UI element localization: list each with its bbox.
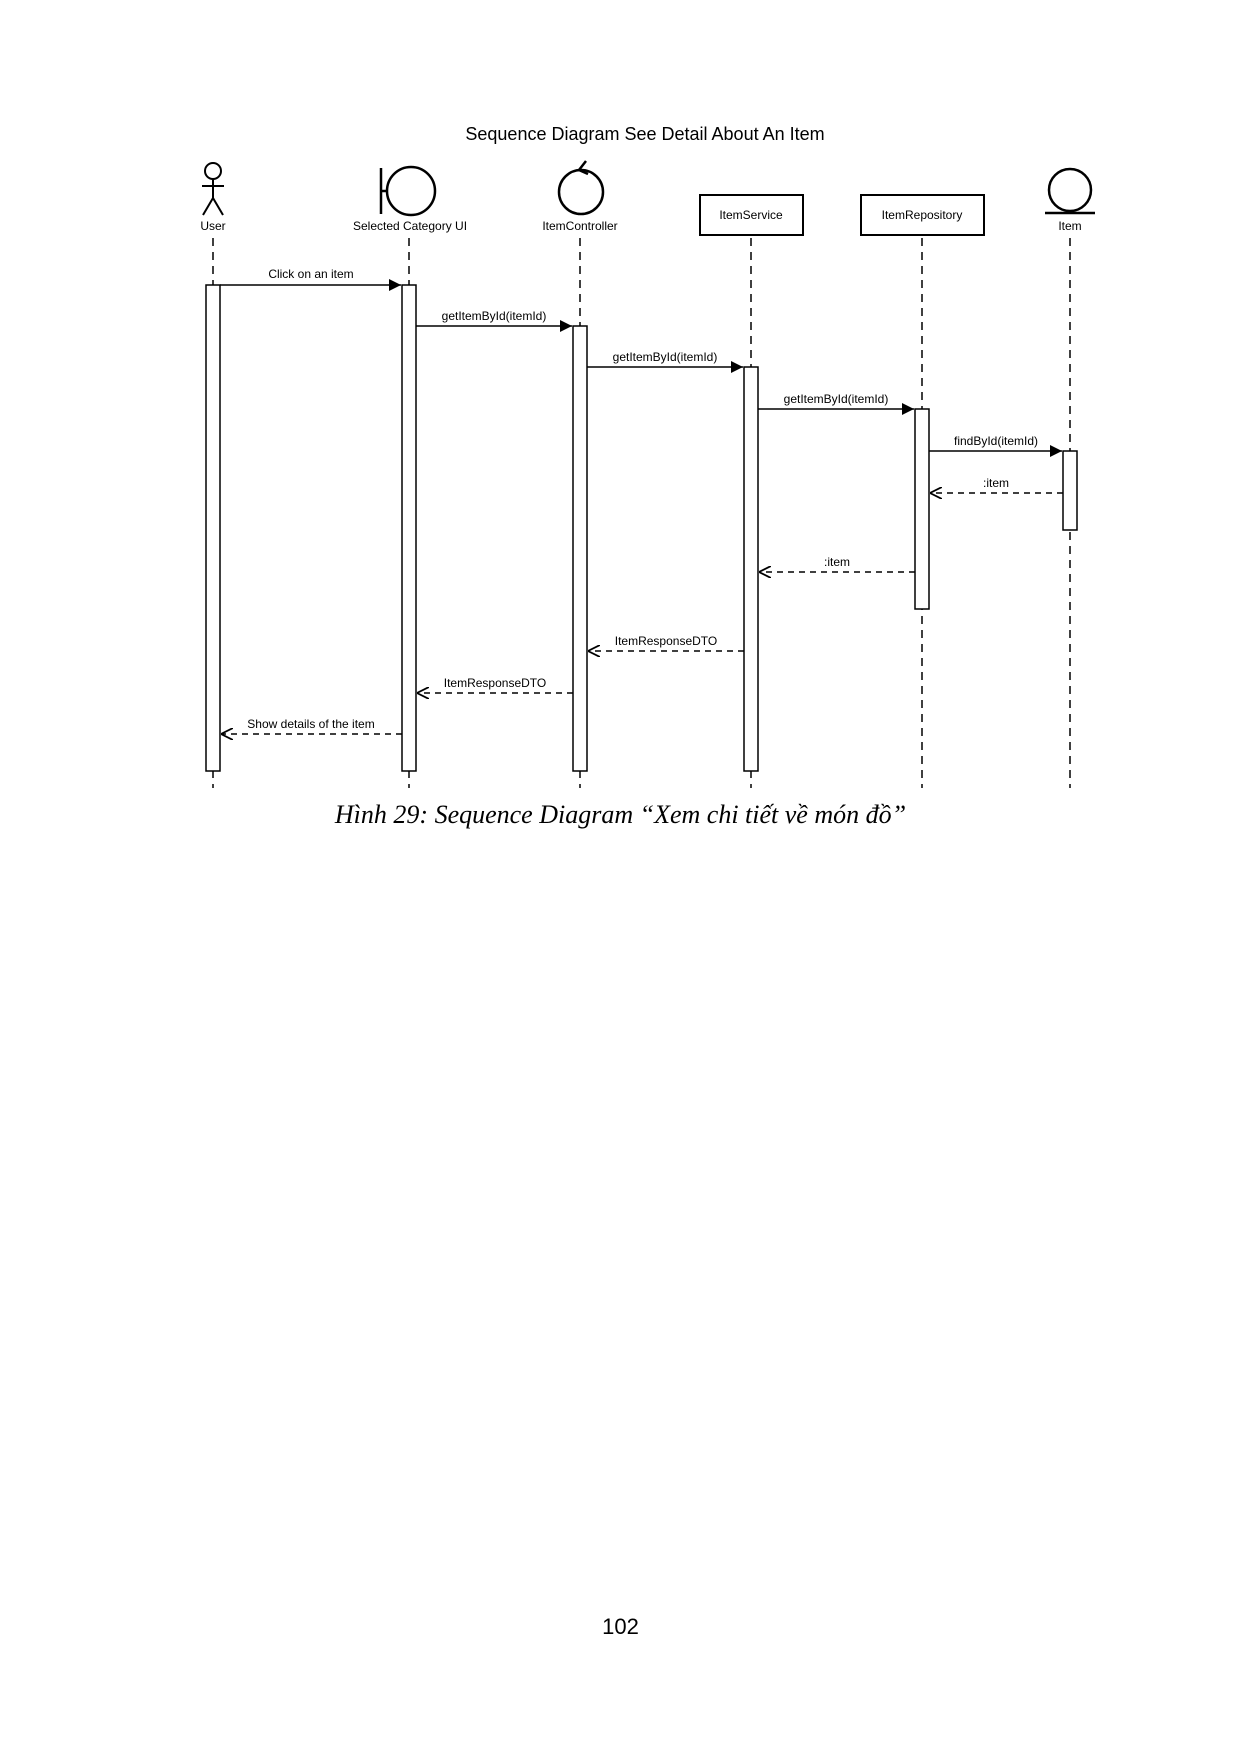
activation-item: [1063, 451, 1077, 530]
message-label: getItemById(itemId): [783, 392, 889, 406]
participant-label-ui: Selected Category UI: [352, 219, 468, 233]
message-label: :item: [982, 476, 1010, 490]
diagram-title: Sequence Diagram See Detail About An Item: [465, 124, 825, 144]
activation-repository: [915, 409, 929, 609]
message-label: findById(itemId): [953, 434, 1039, 448]
page-number: 102: [602, 1614, 639, 1639]
figure-caption: Hình 29: Sequence Diagram “Xem chi tiết về món đồ”: [334, 800, 907, 829]
participant-label-service: ItemService: [719, 208, 783, 222]
participant-label-repository: ItemRepository: [881, 208, 963, 222]
activation-user: [206, 285, 220, 771]
control-icon: [559, 161, 603, 214]
participant-label-item: Item: [1058, 219, 1082, 233]
sequence-diagram: [0, 0, 1241, 800]
entity-icon: [1045, 169, 1095, 213]
boundary-icon: [381, 167, 435, 215]
message-label: getItemById(itemId): [612, 350, 718, 364]
message-label: getItemById(itemId): [441, 309, 547, 323]
message-label: ItemResponseDTO: [614, 634, 718, 648]
activation-service: [744, 367, 758, 771]
message-label: Click on an item: [268, 267, 354, 281]
activation-controller: [573, 326, 587, 771]
message-label: :item: [823, 555, 851, 569]
message-label: Show details of the item: [247, 717, 375, 731]
participant-label-user: User: [200, 219, 226, 233]
actor-icon: [202, 163, 224, 215]
activation-ui: [402, 285, 416, 771]
message-label: ItemResponseDTO: [443, 676, 547, 690]
participant-label-controller: ItemController: [542, 219, 618, 233]
